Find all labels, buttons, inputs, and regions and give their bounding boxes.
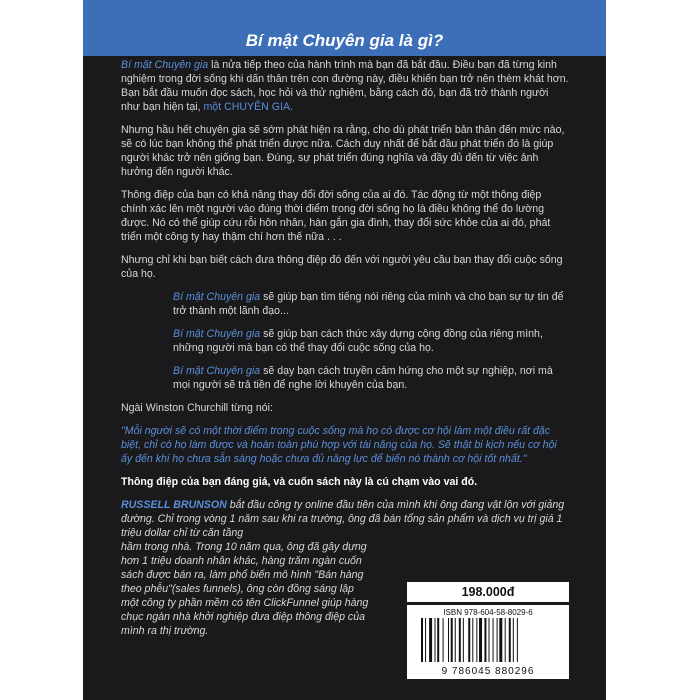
bullet-item: [121, 290, 569, 318]
paragraph-message: Thông điệp của bạn có khả năng thay đổi đời sống của ai đó. Tác động từ một thông điệp chính xác lên một người vào đúng thời điểm trong đời sống họ là điều không thể đo lường được. Nó có thể giúp cứu rỗi hôn nhân, hàn gắn gia đình, thay đổi sức khỏe của ai đó, phát triển một công ty hay thậm chí hơn thế nữa . . .: [121, 189, 551, 243]
churchill-quote: "Mỗi người sẽ có một thời điểm trong cuộc sống mà họ có được cơ hội làm một điều rất đặc biệt, chỉ có họ làm được và hoàn toàn phù hợp với tài năng của họ. Sẽ thật bi kịch nếu cơ hội ấy đến khi họ chưa sẵn sàng hoặc chưa đủ năng lực để biến nó thành cơ hội tốt nhất.": [121, 425, 557, 465]
bullet-text: sẽ giúp bạn tìm tiếng nói riêng của mình và cho bạn sự tự tin để trở thành một lãnh đạo...: [173, 291, 564, 317]
expert-highlight: một CHUYÊN GIA.: [203, 101, 293, 113]
paragraph-growth: Nhưng hầu hết chuyên gia sẽ sớm phát hiện ra rằng, cho dù phát triển bản thân đến mức nào, sẽ có lúc bạn không thể phát triển được nữa. Cách duy nhất để bắt đầu phát triển đó là giúp người khác trở nên giống bạn. Đúng, sự phát triển đúng nghĩa và đầy đủ đến từ việc ảnh hưởng đến người khác.: [121, 124, 565, 178]
paragraph-intro: [121, 58, 569, 114]
cover-title: Bí mật Chuyên gia là gì?: [245, 31, 444, 50]
barcode-number: 9 786045 880296: [441, 666, 535, 677]
isbn-text: ISBN 978-604-58-8029-6: [443, 608, 533, 617]
bullet-text: sẽ giúp bạn cách thức xây dựng cộng đồng của riêng mình, những người mà bạn có thể thay đổi cuộc sống của họ.: [173, 328, 543, 354]
author-bio-rest: hầm trong nhà. Trong 10 năm qua, ông đã gây dựng hơn 1 triệu doanh nhân khác, hàng trăm ngàn cuốn sách được bán ra, làm phổ biến mô hình "Bán hàng theo phễu"(sales funnels), ông còn đồng sáng lập một công ty phần mềm có tên ClickFunnel giúp hàng chục ngàn nhà khởi nghiệp đưa điệp thông điệp của mình ra thị trường.: [121, 541, 369, 637]
price-label: 198.000đ: [407, 582, 569, 602]
intro-text: là nửa tiếp theo của hành trình mà bạn đã bắt đầu. Điều bạn đã từng kinh nghiệm trong đời sống khi dấn thân trên con đường này, điều khiến bạn trở nên thèm khát hơn. Bạn bắt đầu muốn đọc sách, học hỏi và thử nghiệm, bằng cách đó, bạn đã trở thành người như bạn hiện tại,: [121, 59, 569, 113]
bullet-text: sẽ dạy bạn cách truyền cảm hứng cho một sự nghiệp, nơi mà mọi người sẽ trả tiền để nghe lời khuyên của bạn.: [173, 365, 553, 391]
closing-statement: Thông điệp của bạn đáng giá, và cuốn sách này là cú chạm vào vai đó.: [121, 476, 478, 488]
barcode-panel: [407, 605, 569, 679]
book-back-cover: [83, 0, 606, 700]
barcode-icon: [421, 618, 555, 662]
blurb-content: [121, 58, 569, 647]
author-bio-lead: bắt đầu công ty online đầu tiên của mình khi ông đang vật lộn với giảng đường. Chỉ trong vòng 1 năm sau khi ra trường, ông đã bán tổng sản phẩm và dịch vụ trị giá 1 triệu dollar chỉ từ căn tầng: [121, 499, 565, 539]
book-title-ref: Bí mật Chuyên gia: [121, 59, 209, 71]
author-bio-first: [121, 498, 569, 540]
bullet-item: [121, 364, 569, 392]
book-title-ref: Bí mật Chuyên gia: [173, 328, 261, 340]
bullet-item: [121, 327, 569, 355]
book-title-ref: Bí mật Chuyên gia: [173, 365, 261, 377]
author-name: RUSSELL BRUNSON: [121, 499, 227, 511]
book-title-ref: Bí mật Chuyên gia: [173, 291, 261, 303]
churchill-intro: Ngài Winston Churchill từng nói:: [121, 402, 273, 414]
paragraph-delivery: Nhưng chỉ khi bạn biết cách đưa thông điệp đó đến với người yêu cầu bạn thay đổi cuộc sống của họ.: [121, 254, 563, 280]
